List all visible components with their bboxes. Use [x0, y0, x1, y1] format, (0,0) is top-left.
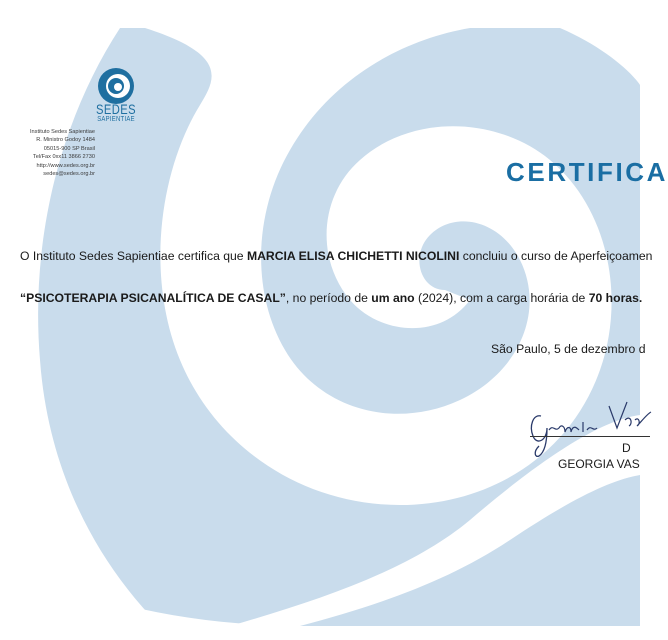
sedes-logo-mark — [96, 66, 136, 106]
address-line: R. Ministro Godoy 1484 — [36, 137, 95, 144]
institution-address — [30, 128, 95, 178]
course-details — [20, 291, 642, 305]
address-line: Instituto Sedes Sapientiae — [30, 129, 95, 135]
place-and-date: São Paulo, 5 de dezembro d — [491, 342, 646, 356]
statement-text: concluiu o curso de Aperfeiçoamen — [459, 249, 653, 263]
address-line: 05015-900 SP Brasil — [43, 145, 95, 152]
logo-name: SEDES — [96, 101, 136, 117]
handwritten-signature — [525, 384, 655, 460]
details-text: , no período de — [285, 291, 372, 305]
recipient-name: MARCIA ELISA CHICHETTI NICOLINI — [246, 249, 460, 263]
statement-text: O Instituto Sedes Sapientiae certifica que — [20, 249, 247, 263]
signatory-name: GEORGIA VAS — [558, 457, 640, 471]
signatory-role: D — [622, 441, 631, 455]
signature-line — [530, 436, 650, 437]
course-period: um ano — [371, 291, 415, 305]
course-hours: 70 horas. — [588, 291, 643, 305]
certificate-title: CERTIFICA — [506, 157, 668, 187]
logo-subname: SAPIENTIAE — [97, 116, 135, 123]
details-text: (2024), com a carga horária de — [414, 291, 589, 305]
address-line: Tel/Fax 0xx11 3866 2730 — [32, 154, 95, 161]
logo-wordmark — [84, 102, 148, 123]
course-name: “PSICOTERAPIA PSICANALÍTICA DE CASAL” — [20, 291, 286, 305]
certification-statement — [20, 249, 652, 263]
address-line: http://www.sedes.org.br — [36, 162, 95, 169]
address-line: sedes@sedes.org.br — [43, 171, 95, 178]
